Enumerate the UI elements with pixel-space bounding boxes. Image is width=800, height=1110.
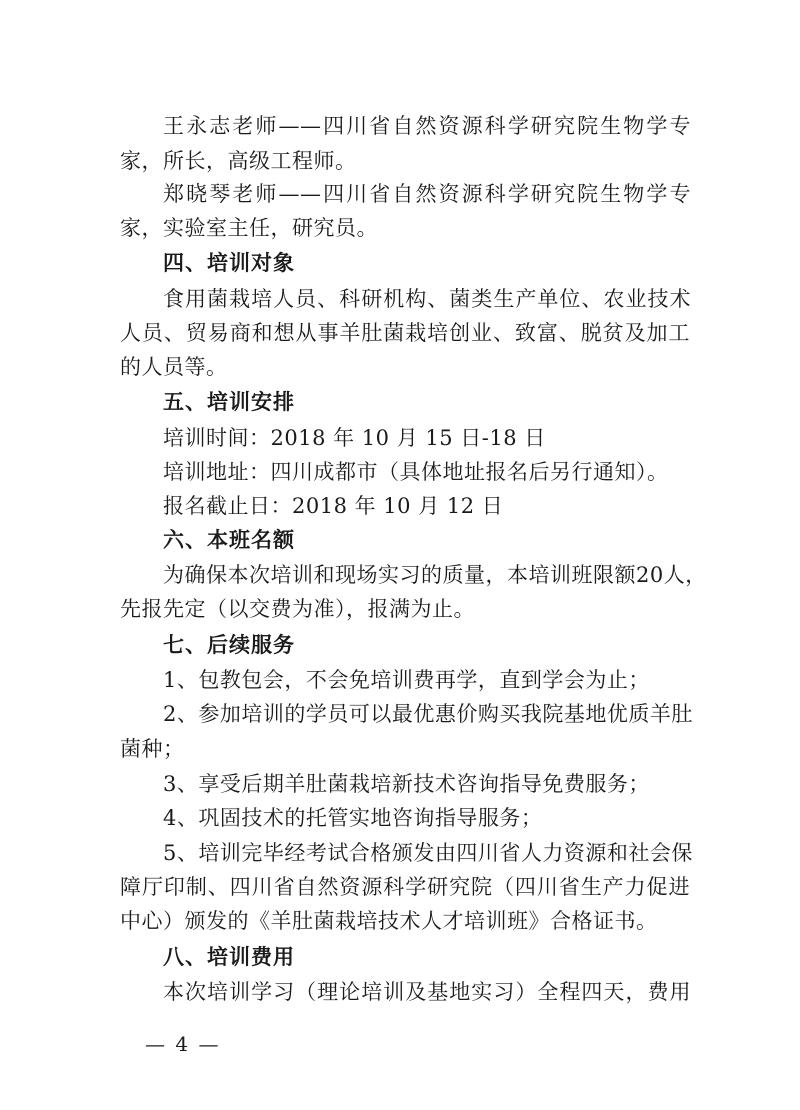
page-number: — 4 — xyxy=(145,1032,221,1056)
list-item-continuation: 障厅印制、四川省自然资源科学研究院（四川省生产力促进 xyxy=(120,875,690,899)
list-item: 2、参加培训的学员可以最优惠价购买我院基地优质羊肚 xyxy=(163,702,693,726)
section-heading: 八、培训费用 xyxy=(163,945,295,969)
registration-deadline: 报名截止日：2018 年 10 月 12 日 xyxy=(163,494,504,518)
training-address: 培训地址：四川成都市（具体地址报名后另行通知）。 xyxy=(163,460,669,484)
paragraph-line: 先报先定（以交费为准），报满为止。 xyxy=(120,597,475,621)
list-item: 5、培训完毕经考试合格颁发由四川省人力资源和社会保 xyxy=(163,841,693,865)
paragraph-line: 郑晓琴老师——四川省自然资源科学研究院生物学专 xyxy=(163,182,691,206)
list-item: 4、巩固技术的托管实地咨询指导服务； xyxy=(163,806,543,830)
paragraph-line: 食用菌栽培人员、科研机构、菌类生产单位、农业技术 xyxy=(163,287,691,311)
paragraph-line: 人员、贸易商和想从事羊肚菌栽培创业、致富、脱贫及加工 xyxy=(120,321,690,345)
section-heading: 六、本班名额 xyxy=(163,528,295,552)
paragraph-line: 家，所长，高级工程师。 xyxy=(120,149,357,173)
list-item: 1、包教包会，不会免培训费再学，直到学会为止； xyxy=(163,668,650,692)
list-item-continuation: 菌种； xyxy=(120,737,185,761)
paragraph-line: 为确保本次培训和现场实习的质量，本培训班限额20人， xyxy=(163,563,707,587)
paragraph-line: 的人员等。 xyxy=(120,355,228,379)
paragraph-line: 家，实验室主任，研究员。 xyxy=(120,216,378,240)
list-item: 3、享受后期羊肚菌栽培新技术咨询指导免费服务； xyxy=(163,772,650,796)
list-item-continuation: 中心）颁发的《羊肚菌栽培技术人才培训班》合格证书。 xyxy=(120,909,658,933)
paragraph-line: 本次培训学习（理论培训及基地实习）全程四天，费用 xyxy=(163,980,691,1004)
paragraph-line: 王永志老师——四川省自然资源科学研究院生物学专 xyxy=(163,114,691,138)
section-heading: 七、后续服务 xyxy=(163,633,295,657)
training-time: 培训时间：2018 年 10 月 15 日-18 日 xyxy=(163,426,546,450)
section-heading: 五、培训安排 xyxy=(163,390,295,414)
section-heading: 四、培训对象 xyxy=(163,251,295,275)
